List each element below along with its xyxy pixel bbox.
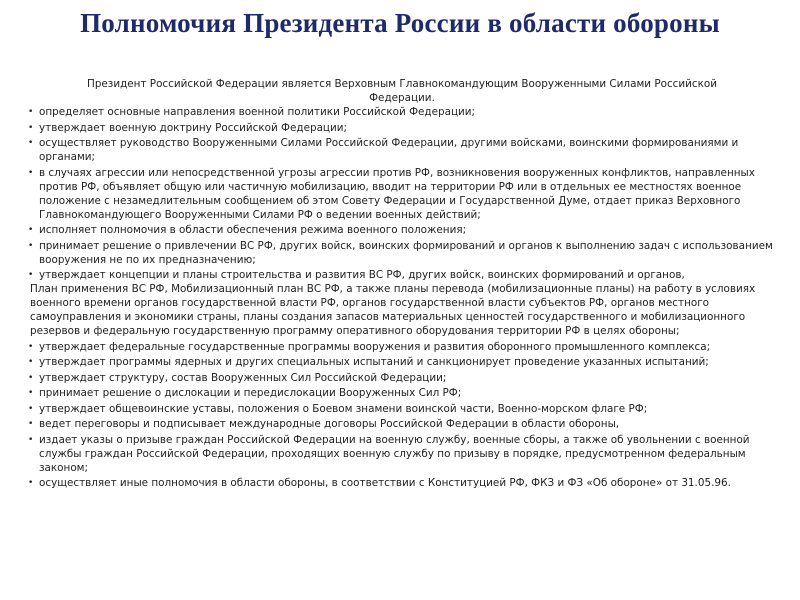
slide-title: Полномочия Президента России в области обороны xyxy=(80,8,720,38)
list-item xyxy=(30,386,774,400)
bullet-icon: • xyxy=(28,240,34,251)
list-item-text: осуществляет руководство Вооруженными Силами Российской Федерации, другими войсками, воинскими формированиями и органами; xyxy=(39,137,739,163)
list-item-text: издает указы о призыве граждан Российской Федерации на военную службу, военные сборы, а также об увольнении с военной службы граждан Российской Федерации, проходящих военную службу по призыву в порядке, предусмотренном федеральным законом; xyxy=(39,433,750,474)
list-item-text: утверждает федеральные государственные программы вооружения и развития оборонного промышленного комплекса; xyxy=(39,340,711,353)
list-item-text: утверждает концепции и планы строительства и развития ВС РФ, других войск, воинских формирований и органов, xyxy=(39,269,685,281)
list-item-text: в случаях агрессии или непосредственной угрозы агрессии против РФ, возникновения вооруженных конфликтов, направленных против РФ, объявляет общую или частичную мобилизацию, вводит на территории РФ или в отдельных ее местностях военное положение с незамедлительным сообщением об этом Совету Федерации и Государственной Думе, отдает приказ Верховного Главнокомандующего Вооруженными Силами РФ о ведении военных действий; xyxy=(39,166,755,221)
list-item-continuation xyxy=(30,282,774,338)
list-item xyxy=(30,371,774,385)
list-item xyxy=(30,268,774,282)
list-item xyxy=(30,121,774,135)
intro-paragraph: Президент Российской Федерации является Верховным Главнокомандующим Вооруженными Силами Российской Федерации. xyxy=(87,78,717,104)
list-item-text: утверждает программы ядерных и других специальных испытаний и санкционирует проведение указанных испытаний; xyxy=(39,356,709,368)
bullet-icon: • xyxy=(28,122,34,133)
list-item xyxy=(30,239,774,267)
list-item-text: утверждает общевоинские уставы, положения о Боевом знамени воинской части, Военно-морском флаге РФ; xyxy=(39,402,648,415)
list-item xyxy=(30,433,774,475)
list-item-text: План применения ВС РФ, Мобилизационный план ВС РФ, а также планы перевода (мобилизационные планы) на работу в условиях военного времени органов государственной власти РФ, органов государственной власти субъектов РФ, органов местного самоуправления и экономики страны, планы создания запасов материальных ценностей государственного и мобилизационного резервов и федеральную государственную программу оперативного оборудования территории РФ в целях обороны; xyxy=(30,283,756,337)
list-item xyxy=(30,402,774,416)
list-item-text: определяет основные направления военной политики Российской Федерации; xyxy=(39,106,476,118)
list-item xyxy=(30,105,774,119)
bullet-icon: • xyxy=(28,372,34,383)
bullet-icon: • xyxy=(28,478,34,488)
list-item xyxy=(30,136,774,164)
list-item-text: ведет переговоры и подписывает международные договоры Российской Федерации в области обороны, xyxy=(39,418,620,430)
slide-content xyxy=(30,77,774,492)
list-item-text: утверждает военную доктрину Российской Федерации; xyxy=(39,121,348,134)
list-item xyxy=(30,340,774,354)
bullet-icon: • xyxy=(28,403,34,414)
list-item xyxy=(30,166,774,222)
list-item xyxy=(30,355,774,369)
list-item xyxy=(30,417,774,431)
bullet-icon: • xyxy=(28,270,34,280)
list-item xyxy=(30,223,774,237)
bullet-icon: • xyxy=(28,434,34,445)
bullet-icon: • xyxy=(28,419,34,429)
bullet-icon: • xyxy=(28,357,34,367)
bullet-icon: • xyxy=(28,388,34,398)
list-item-text: принимает решение о привлечении ВС РФ, других войск, воинских формирований и органов к выполнению задач с использованием вооружения не по их предназначению; xyxy=(39,239,773,266)
list-item-text: принимает решение о дислокации и передислокации Вооруженных Сил РФ; xyxy=(39,387,462,399)
list-item-text: утверждает структуру, состав Вооруженных Сил Российской Федерации; xyxy=(39,371,447,384)
bullet-icon: • xyxy=(28,138,34,148)
list-item xyxy=(30,476,774,490)
bullet-icon: • xyxy=(28,341,34,352)
bullet-icon: • xyxy=(28,225,34,235)
bullet-icon: • xyxy=(28,167,34,178)
bullet-icon: • xyxy=(28,107,34,117)
list-item-text: исполняет полномочия в области обеспечения режима военного положения; xyxy=(39,224,467,236)
powers-list xyxy=(30,105,774,490)
list-item-text: осуществляет иные полномочия в области обороны, в соответствии с Конституцией РФ, ФКЗ и ФЗ «Об обороне» от 31.05.96. xyxy=(39,477,731,489)
